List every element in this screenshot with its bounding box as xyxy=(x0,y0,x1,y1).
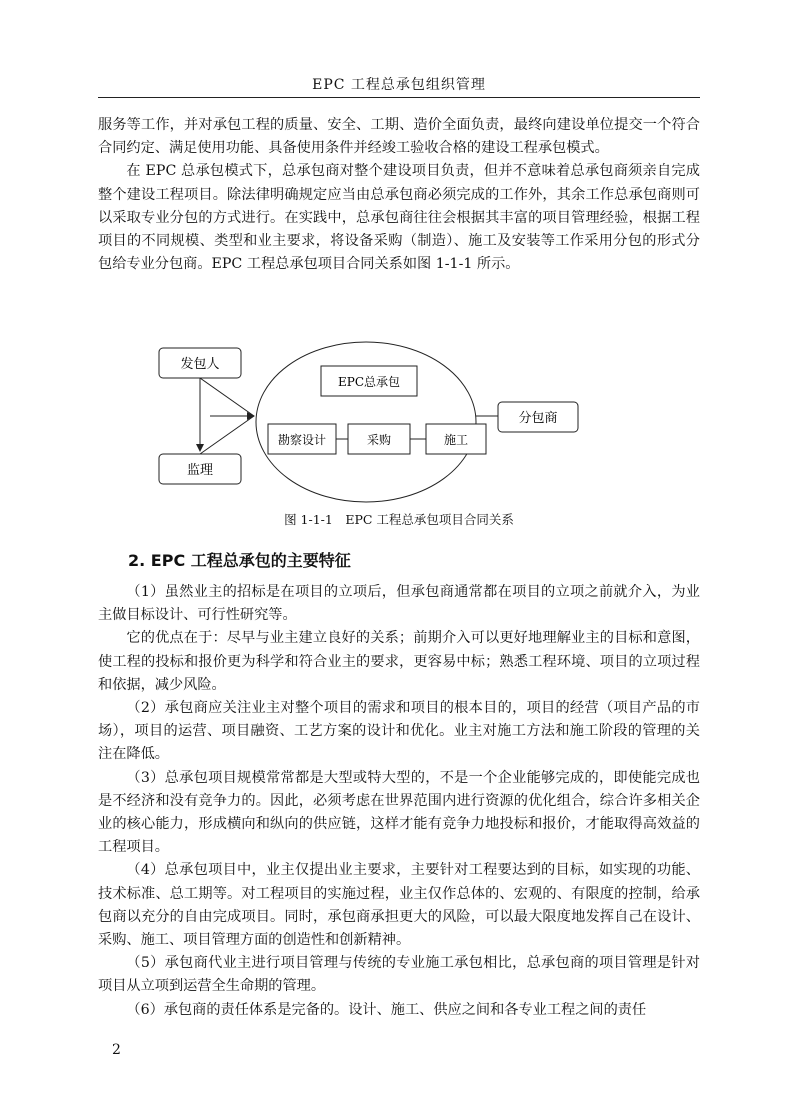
section-heading: 2. EPC 工程总承包的主要特征 xyxy=(128,551,351,570)
paragraph: （6）承包商的责任体系是完备的。设计、施工、供应之间和各专业工程之间的责任 xyxy=(126,1001,647,1018)
paragraph: （1）虽然业主的招标是在项目的立项后，但承包商通常都在项目的立项之前就介入，为业主做目标设计、可行性研究等。 xyxy=(98,584,700,624)
figure-caption: 图 1-1-1 EPC 工程总承包项目合同关系 xyxy=(284,512,514,527)
survey-design-label: 勘察设计 xyxy=(277,433,327,447)
procurement-label: 采购 xyxy=(366,433,392,447)
body-text-bottom xyxy=(98,581,700,1022)
paragraph: 在 EPC 总承包模式下，总承包商对整个建设项目负责，但并不意味着总承包商须亲自完成整个建设工程项目。除法律明确规定应当由总承包商必须完成的工作外，其余工作总承包商则可以采取专业分包的方式进行。在实践中，总承包商往往会根据其丰富的项目管理经验，根据工程项目的不同规模、类型和业主要求，将设备采购（制造）、施工及安装等工作采用分包的形式分包给专业分包商。EPC 工程总承包项目合同关系如图 1-1-1 所示。 xyxy=(98,163,700,273)
page-number: 2 xyxy=(112,1042,121,1058)
epc-contractor-label: EPC总承包 xyxy=(337,375,401,389)
paragraph: 它的优点在于：尽早与业主建立良好的关系；前期介入可以更好地理解业主的目标和意图，使工程的投标和报价更为科学和符合业主的要求，更容易中标；熟悉工程环境、项目的立项过程和依据，减少风险。 xyxy=(98,630,700,693)
owner-label: 发包人 xyxy=(180,357,220,372)
subcontractor-label: 分包商 xyxy=(518,411,558,426)
paragraph: （4）总承包项目中，业主仅提出业主要求，主要针对工程要达到的目标，如实现的功能、技术标准、总工期等。对工程项目的实施过程，业主仅作总体的、宏观的、有限度的控制，给承包商以充分的自由完成项目。同时，承包商承担更大的风险，可以最大限度地发挥自己在设计、采购、施工、项目管理方面的创造性和创新精神。 xyxy=(98,862,700,949)
page-header-title: EPC 工程总承包组织管理 xyxy=(312,77,486,93)
paragraph: （3）总承包项目规模常常都是大型或特大型的，不是一个企业能够完成的，即使能完成也是不经济和没有竞争力的。因此，必须考虑在世界范围内进行资源的优化组合，综合许多相关企业的核心能力，形成横向和纵向的供应链，这样才能有竞争力地投标和报价，才能取得高效益的工程项目。 xyxy=(98,769,700,856)
paragraph: （2）承包商应关注业主对整个项目的需求和项目的根本目的，项目的经营（项目产品的市场），项目的运营、项目融资、工艺方案的设计和优化。业主对施工方法和施工阶段的管理的关注在降低。 xyxy=(98,700,700,763)
paragraph: 服务等工作，并对承包工程的质量、安全、工期、造价全面负责，最终向建设单位提交一个符合合同约定、满足使用功能、具备使用条件并经竣工验收合格的建设工程承包模式。 xyxy=(98,117,700,157)
header-divider xyxy=(98,97,700,98)
paragraph: （5）承包商代业主进行项目管理与传统的专业施工承包相比，总承包商的项目管理是针对项目从立项到运营全生命期的管理。 xyxy=(98,955,700,995)
owner-to-epc-line xyxy=(200,378,254,416)
supervisor-to-epc-line xyxy=(200,416,254,454)
supervisor-label: 监理 xyxy=(186,463,214,478)
construction-label: 施工 xyxy=(443,433,469,447)
body-text-top xyxy=(98,114,700,276)
contract-relationship-diagram xyxy=(150,336,590,508)
